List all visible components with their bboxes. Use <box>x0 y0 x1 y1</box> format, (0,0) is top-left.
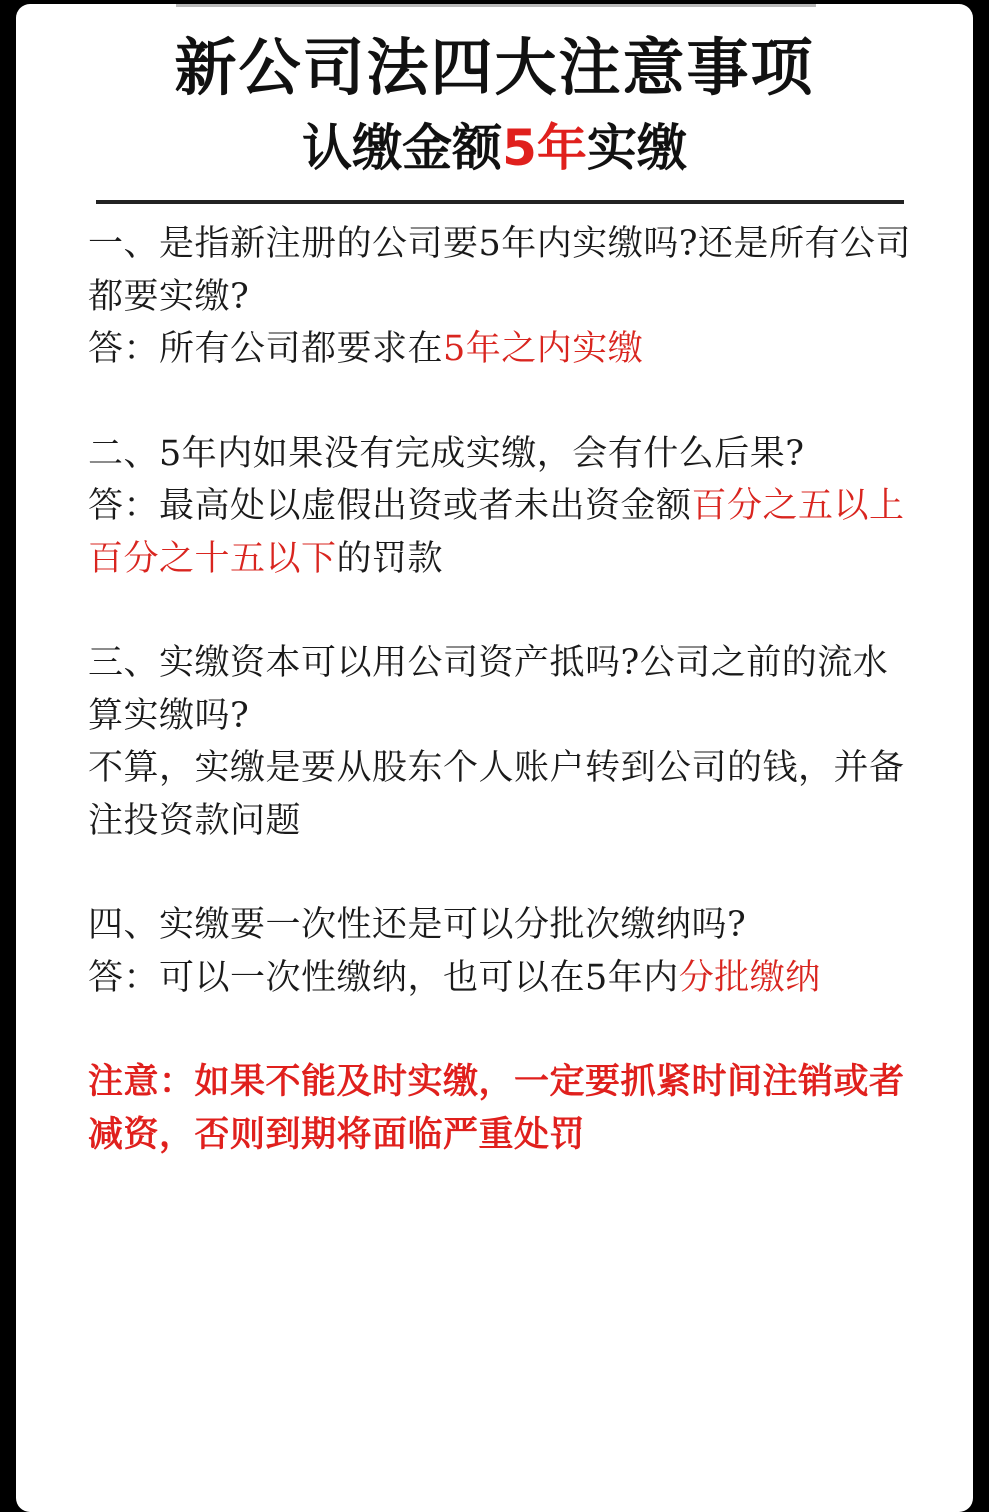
answer-4-text: 答：可以一次性缴纳，也可以在5年内 <box>88 957 679 998</box>
answer-2 <box>88 480 918 585</box>
spacer <box>88 376 918 428</box>
spacer <box>88 1004 918 1056</box>
title-divider <box>96 200 904 204</box>
question-2: 二、5年内如果没有完成实缴，会有什么后果? <box>88 433 805 474</box>
qa-item-1 <box>88 218 918 376</box>
spacer <box>88 585 918 637</box>
answer-4-highlight: 分批缴纳 <box>678 957 821 998</box>
qa-item-4 <box>88 899 918 1004</box>
spacer <box>88 847 918 899</box>
answer-2-text: 答：最高处以虚假出资或者未出资金额 <box>88 486 692 526</box>
answer-4 <box>88 952 918 1005</box>
question-4: 四、实缴要一次性还是可以分批次缴纳吗? <box>88 905 747 945</box>
warning-note: 注意：如果不能及时实缴，一定要抓紧时间注销或者减资，否则到期将面临严重处罚 <box>88 1062 905 1155</box>
subtitle-part2: 实缴 <box>586 119 687 177</box>
question-3: 三、实缴资本可以用公司资产抵吗?公司之前的流水算实缴吗? <box>88 643 889 736</box>
qa-item-3 <box>88 637 918 847</box>
answer-1 <box>88 323 918 376</box>
document-page <box>16 4 973 1512</box>
answer-2-suffix: 的罚款 <box>336 538 444 579</box>
subtitle-highlight: 5年 <box>502 119 587 177</box>
answer-3 <box>88 742 918 847</box>
subtitle-part1: 认缴金额 <box>302 119 503 177</box>
page-title: 新公司法四大注意事项 <box>174 31 815 104</box>
answer-3-text: 不算，实缴是要从股东个人账户转到公司的钱，并备注投资款问题 <box>88 748 905 841</box>
page-subtitle <box>16 116 973 180</box>
answer-2-highlight: 百分之五以上百分之十五以下 <box>88 486 905 579</box>
qa-item-2 <box>88 428 918 586</box>
question-1: 一、是指新注册的公司要5年内实缴吗?还是所有公司都要实缴? <box>88 224 912 317</box>
top-strip <box>176 4 816 7</box>
answer-1-highlight: 5年之内实缴 <box>443 329 644 369</box>
answer-1-text: 答：所有公司都要求在 <box>88 329 444 369</box>
content-body <box>88 218 918 1161</box>
